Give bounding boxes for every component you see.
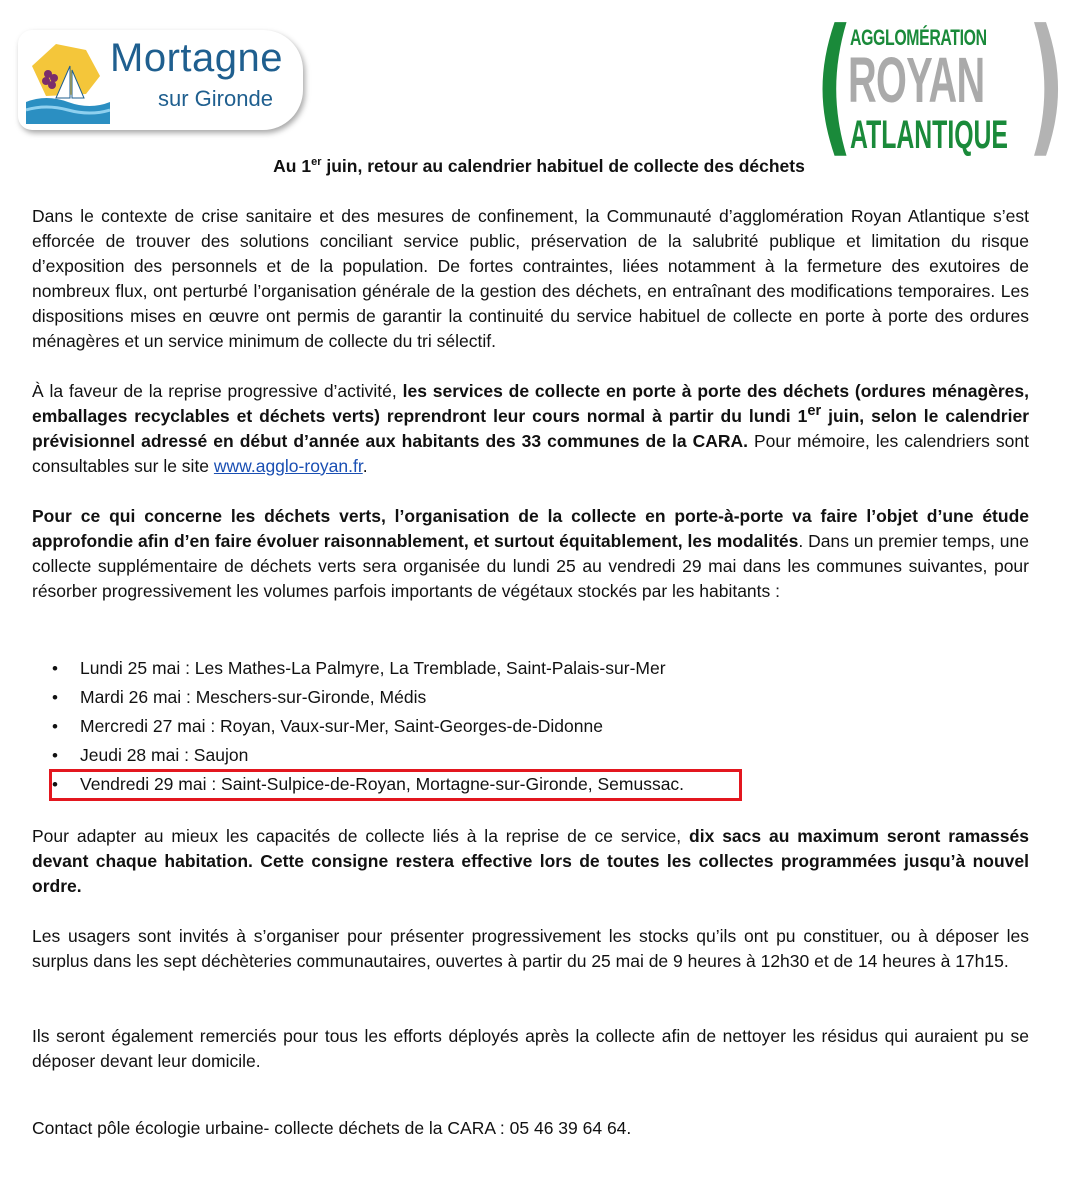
paragraph-dechets-verts: Pour ce qui concerne les déchets verts, l’organisation de la collecte en porte-à-porte va faire l’objet d’une étude approfondie afin d’en faire évoluer raisonnablement, et surtout équitablement, les modalités. Dans un premier temps, une collecte supplémentaire de déchets verts sera organisée du lundi 25 au vendredi 29 mai dans les communes suivantes, pour résorber progressivement les volumes parfois importants de végétaux stockés par les habitants : [32,506,1029,601]
paragraph-context: Dans le contexte de crise sanitaire et des mesures de confinement, la Communauté d’agglomération Royan Atlantique s’est efforcée de trouver des solutions conciliant service public, préservation de la salubrité publique et limitation du risque d’exposition des personnels et de la population. De fortes contraintes, liées notamment à la fermeture des exutoires de nombreux flux, ont perturbé l’organisation générale de la gestion des déchets, en entraînant des modifications temporaires. Les dispositions mises en œuvre ont permis de garantir la continuité du service habituel de collecte en porte à porte des ordures ménagères et un service minimum de collecte du tri sélectif. [32,206,1029,351]
cara-logo-line1: AGGLOMÉRATION [850,25,987,50]
list-item: • Mardi 26 mai : Meschers-sur-Gironde, Médis [48,685,684,714]
highlight-box [49,769,742,801]
paragraph-usagers: Les usagers sont invités à s’organiser pour présenter progressivement les stocks qu’ils ont pu constituer, ou à déposer les surplus dans les sept déchèteries communautaires, ouvertes à partir du 25 mai de 9 heures à 12h30 et de 14 heures à 17h15. [32,926,1029,971]
contact-line: Contact pôle écologie urbaine- collecte déchets de la CARA : 05 46 39 64 64. [32,1118,632,1138]
left-parenthesis-icon: ( [815,0,854,172]
list-item: • Jeudi 28 mai : Saujon [48,743,684,772]
right-parenthesis-icon: ) [1027,0,1066,172]
list-item: • Vendredi 29 mai : Saint-Sulpice-de-Royan, Mortagne-sur-Gironde, Semussac. [48,772,684,801]
paragraph-remerciements: Ils seront également remerciés pour tous les efforts déployés après la collecte afin de nettoyer les résidus qui auraient pu se déposer devant leur domicile. [32,1026,1029,1071]
document-title: Au 1er juin, retour au calendrier habituel de collecte des déchets [273,156,805,176]
cara-logo-line3: ATLANTIQUE [850,113,1008,157]
paragraph-dix-sacs: Pour adapter au mieux les capacités de collecte liés à la reprise de ce service, dix sacs au maximum seront ramassés devant chaque habitation. Cette consigne restera effective lors de toutes les collectes programmées jusqu’à nouvel ordre. [32,826,1029,896]
logo-subtitle: sur Gironde [158,86,273,111]
agglo-royan-link[interactable]: www.agglo-royan.fr [213,456,363,476]
cara-logo-line2: ROYAN [848,44,985,116]
logo-name: Mortagne [110,36,283,80]
mortagne-emblem-icon [26,36,110,124]
list-item: • Mercredi 27 mai : Royan, Vaux-sur-Mer, Saint-Georges-de-Didonne [48,714,684,743]
list-item: • Lundi 25 mai : Les Mathes-La Palmyre, La Tremblade, Saint-Palais-sur-Mer [48,656,684,685]
mortagne-logo [18,30,303,130]
paragraph-reprise: À la faveur de la reprise progressive d’activité, les services de collecte en porte à porte des déchets (ordures ménagères, emballages recyclables et déchets verts) reprendront leur cours normal à partir du lundi 1er juin, selon le calendrier prévisionnel adressé en début d’année aux habitants des 33 communes de la CARA. Pour mémoire, les calendriers sont consultables sur le site www.agglo-royan.fr. [32,381,1030,476]
cara-logo [815,0,1066,172]
